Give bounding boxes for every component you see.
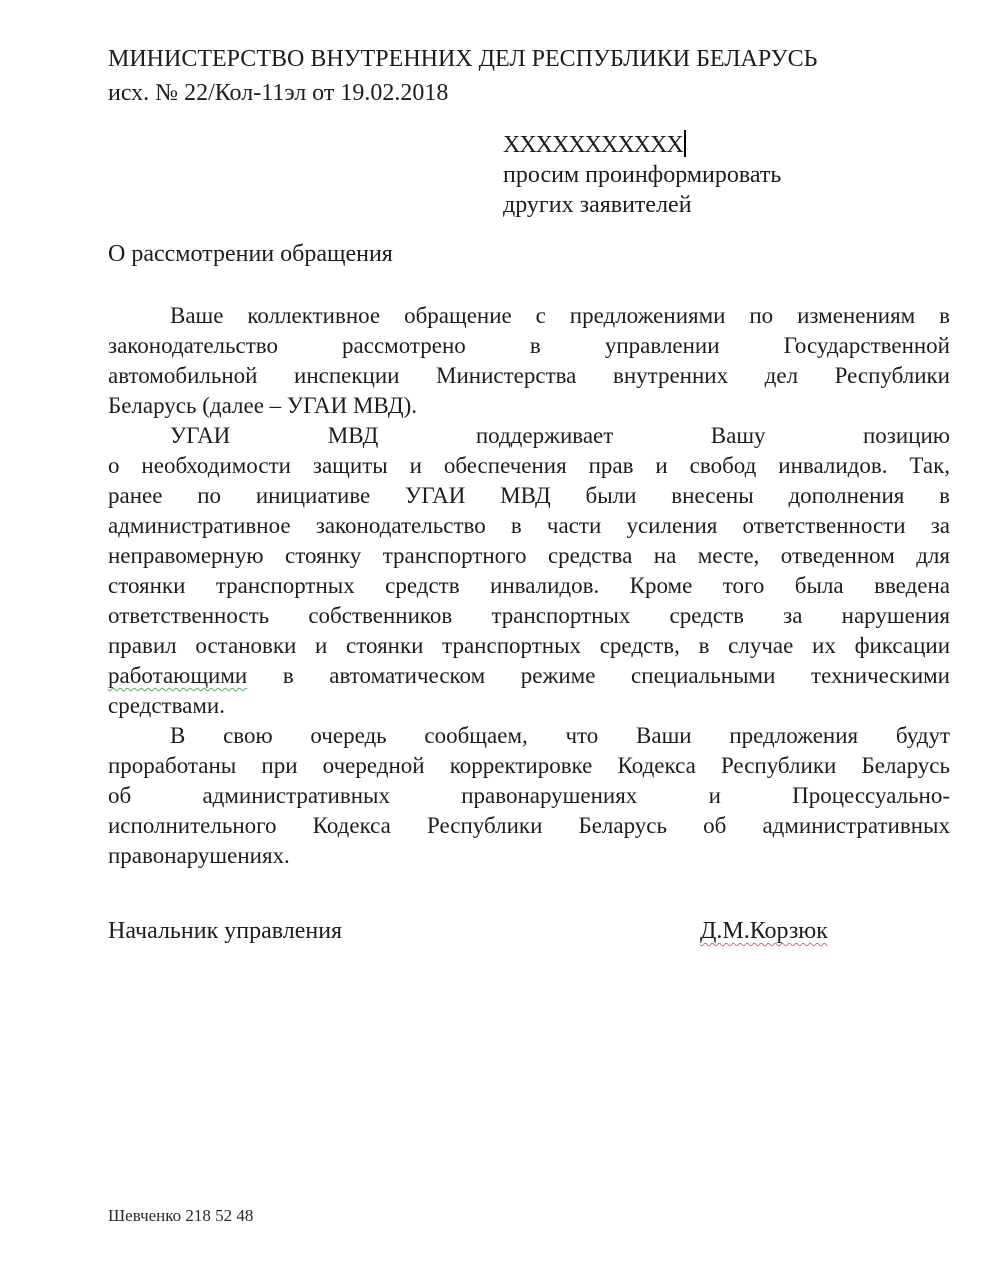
letter-body[interactable] (108, 301, 950, 871)
body-line[interactable]: работающими в автоматическом режиме специальными техническими (108, 663, 950, 688)
signer-name[interactable]: Д.М.Корзюк (700, 918, 828, 944)
body-line[interactable]: ответственность собственников транспортных средств за нарушения (108, 603, 950, 628)
body-line[interactable]: ранее по инициативе УГАИ МВД были внесены дополнения в (108, 483, 950, 508)
grammar-marked-word[interactable]: работающими (108, 663, 248, 688)
recipient-block (503, 130, 781, 220)
document-header (108, 42, 817, 110)
body-line[interactable]: о необходимости защиты и обеспечения прав и свобод инвалидов. Так, (108, 453, 950, 478)
body-line[interactable]: автомобильной инспекции Министерства внутренних дел Республики (108, 363, 950, 388)
paragraph (108, 721, 950, 871)
body-line[interactable]: средствами. (108, 693, 225, 718)
paragraph (108, 301, 950, 421)
body-line[interactable]: УГАИ МВД поддерживает Вашу позицию (170, 423, 950, 448)
body-line[interactable]: проработаны при очередной корректировке Кодекса Республики Беларусь (108, 753, 950, 778)
body-line[interactable]: об административных правонарушениях и Процессуально- (108, 783, 950, 808)
body-line[interactable]: исполнительного Кодекса Республики Беларусь об административных (108, 813, 950, 838)
body-line[interactable]: Беларусь (далее – УГАИ МВД). (108, 393, 417, 418)
recipient-line[interactable]: просим проинформировать (503, 162, 782, 188)
body-line[interactable]: Ваше коллективное обращение с предложениями по изменениям в (170, 303, 950, 328)
body-line[interactable]: стоянки транспортных средств инвалидов. Кроме того была введена (108, 573, 950, 598)
body-line[interactable]: законодательство рассмотрено в управлении Государственной (108, 333, 950, 358)
signature-row (108, 916, 950, 946)
body-line[interactable]: правил остановки и стоянки транспортных средств, в случае их фиксации (108, 633, 950, 658)
body-line[interactable]: административное законодательство в части усиления ответственности за (108, 513, 950, 538)
body-line[interactable]: неправомерную стоянку транспортного средства на месте, отведенном для (108, 543, 950, 568)
executor-contact[interactable]: Шевченко 218 52 48 (108, 1206, 254, 1225)
body-line[interactable]: правонарушениях. (108, 843, 290, 868)
paragraph (108, 421, 950, 721)
signer-position[interactable]: Начальник управления (108, 918, 343, 944)
body-line[interactable]: В свою очередь сообщаем, что Ваши предложения будут (170, 723, 950, 748)
text-cursor (684, 130, 686, 157)
recipient-line[interactable]: других заявителей (503, 192, 692, 218)
subject-line[interactable]: О рассмотрении обращения (108, 241, 393, 267)
ministry-title[interactable]: МИНИСТЕРСТВО ВНУТРЕННИХ ДЕЛ РЕСПУБЛИКИ БЕЛАРУСЬ (108, 46, 818, 72)
outgoing-reference[interactable]: исх. № 22/Кол-11эл от 19.02.2018 (108, 80, 449, 106)
recipient-masked-line[interactable] (503, 130, 781, 160)
recipient-masked-name[interactable]: ХХХХХХХХХХХ (503, 132, 683, 158)
